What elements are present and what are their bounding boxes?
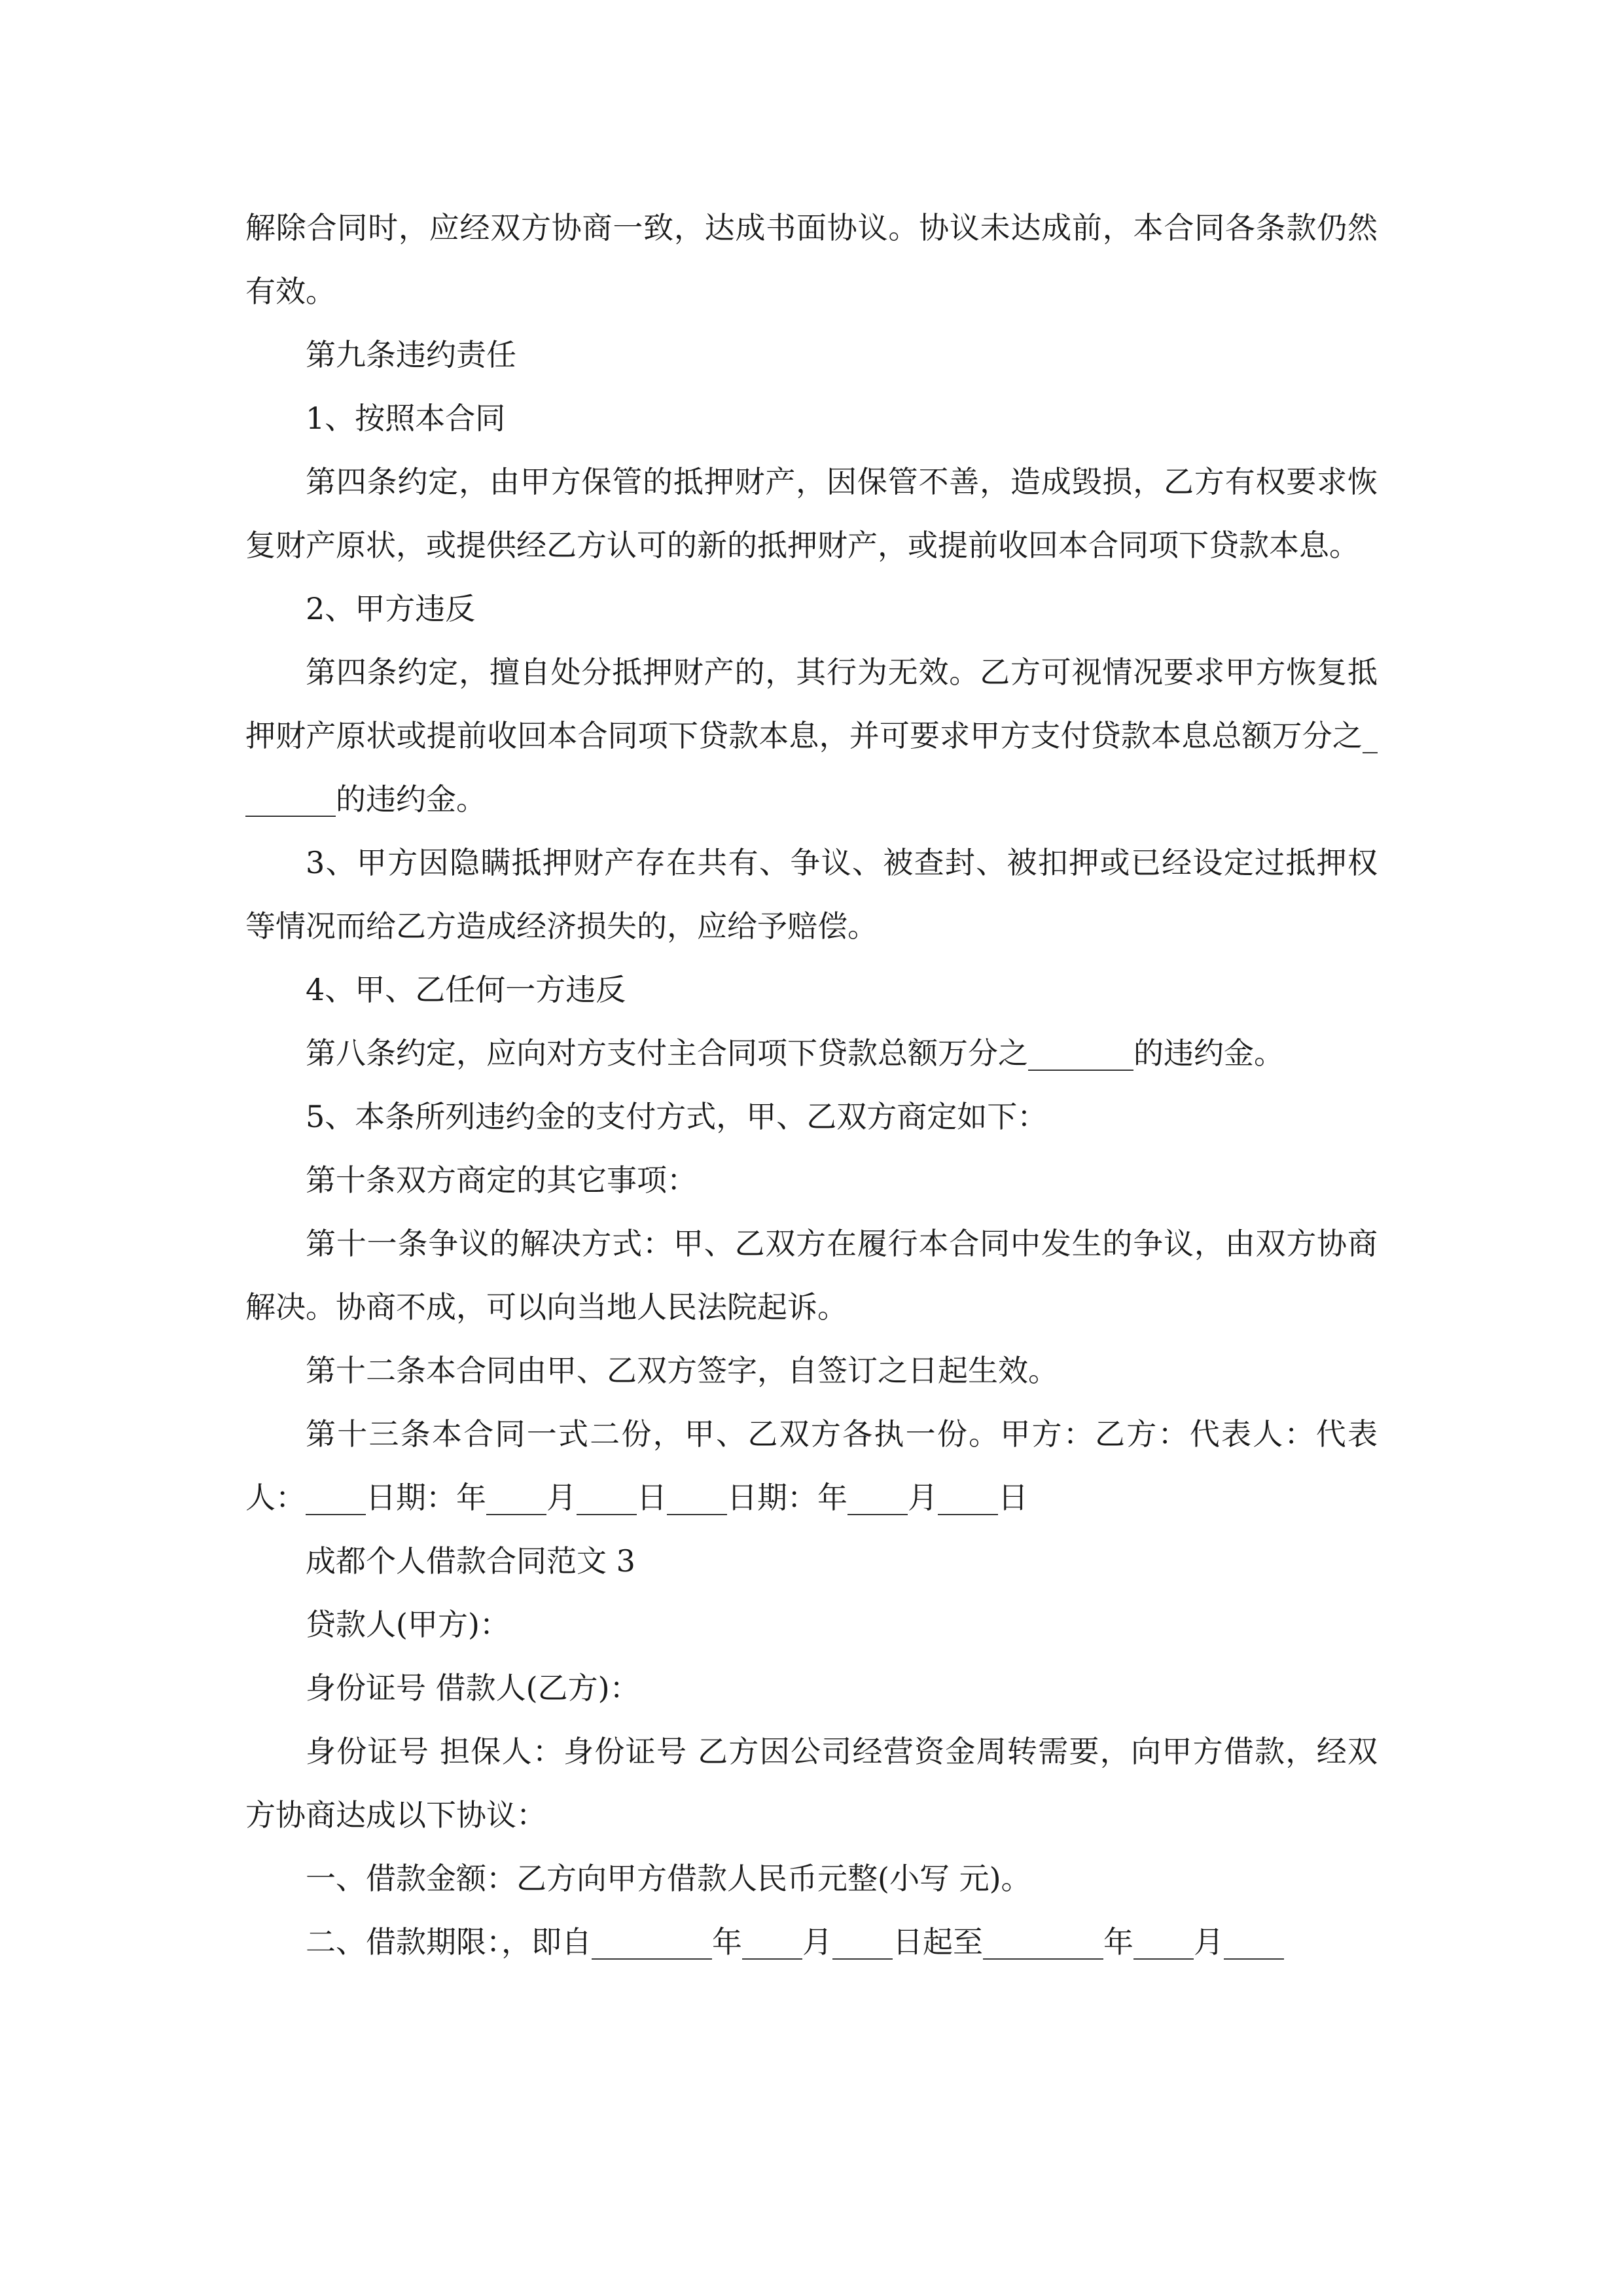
document-paragraph: 第十二条本合同由甲、乙双方签字，自签订之日起生效。 xyxy=(306,1353,1058,1388)
document-paragraph: 第四条约定，由甲方保管的抵押财产，因保管不善，造成毁损，乙方有权要求恢复财产原状，或提供经乙方认可的新的抵押财产，或提前收回本合同项下贷款本息。 xyxy=(245,464,1378,563)
document-paragraph: 3、甲方因隐瞒抵押财产存在共有、争议、被查封、被扣押或已经设定过抵押权等情况而给乙方造成经济损失的，应给予赔偿。 xyxy=(245,845,1378,944)
document-paragraph: 第九条违约责任 xyxy=(306,337,516,372)
document-paragraph: 第十条双方商定的其它事项： xyxy=(306,1162,697,1198)
document-paragraph: 第八条约定，应向对方支付主合同项下贷款总额万分之_______的违约金。 xyxy=(306,1035,1284,1071)
document-paragraph: 第十一条争议的解决方式：甲、乙双方在履行本合同中发生的争议，由双方协商解决。协商不成，可以向当地人民法院起诉。 xyxy=(245,1226,1378,1325)
document-paragraph: 贷款人(甲方)： xyxy=(306,1607,510,1642)
document-paragraph: 成都个人借款合同范文 3 xyxy=(306,1543,635,1579)
document-body xyxy=(245,196,1378,1974)
document-paragraph: 第十三条本合同一式二份，甲、乙双方各执一份。甲方：乙方：代表人：代表人：____日期：年____月____日____日期：年____月____日 xyxy=(245,1416,1378,1515)
document-paragraph: 4、甲、乙任何一方违反 xyxy=(306,972,626,1007)
document-paragraph: 二、借款期限：，即自________年____月____日起至________年____月____ xyxy=(306,1924,1284,1960)
document-paragraph: 一、借款金额：乙方向甲方借款人民币元整(小写 元)。 xyxy=(306,1861,1031,1896)
document-paragraph: 解除合同时，应经双方协商一致，达成书面协议。协议未达成前，本合同各条款仍然有效。 xyxy=(245,210,1378,309)
document-paragraph: 5、本条所列违约金的支付方式，甲、乙双方商定如下： xyxy=(306,1099,1048,1134)
document-paragraph: 2、甲方违反 xyxy=(306,591,476,626)
document-paragraph: 身份证号 担保人：身份证号 乙方因公司经营资金周转需要，向甲方借款，经双方协商达成以下协议： xyxy=(245,1734,1378,1833)
document-paragraph: 第四条约定，擅自处分抵押财产的，其行为无效。乙方可视情况要求甲方恢复抵押财产原状或提前收回本合同项下贷款本息，并可要求甲方支付贷款本息总额万分之_______的违约金。 xyxy=(245,655,1378,817)
document-paragraph: 身份证号 借款人(乙方)： xyxy=(306,1670,640,1706)
document-paragraph: 1、按照本合同 xyxy=(306,401,506,436)
